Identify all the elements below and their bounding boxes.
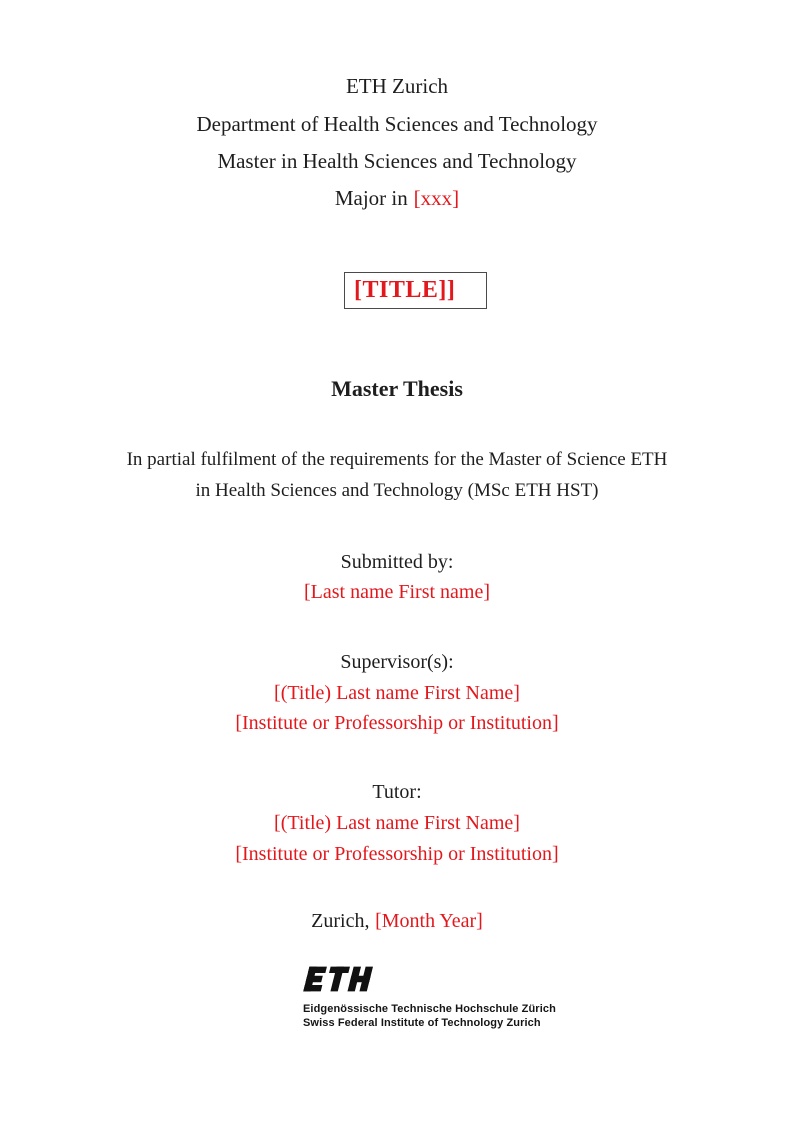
date-line (0, 907, 794, 935)
tutor-name-placeholder: [(Title) Last name First Name] (274, 812, 520, 834)
header-department: Department of Health Sciences and Technology (196, 112, 598, 136)
thesis-title-placeholder: [TITLE]] (354, 277, 456, 303)
header-major-line (0, 184, 794, 212)
major-prefix-label: Major in (334, 186, 408, 210)
supervisor-label: Supervisor(s): (340, 651, 454, 673)
city-label: Zurich, (311, 910, 370, 932)
date-placeholder: [Month Year] (375, 910, 483, 932)
supervisor-institute-placeholder: [Institute or Professorship or Institution] (235, 712, 559, 734)
thesis-title-box (344, 272, 487, 309)
header-institution: ETH Zurich (345, 74, 449, 98)
header-program: Master in Health Sciences and Technology (217, 149, 577, 173)
major-placeholder: [xxx] (413, 186, 460, 210)
thesis-type-heading: Master Thesis (331, 376, 463, 401)
tutor-label: Tutor: (372, 781, 422, 803)
eth-logo-icon (303, 966, 373, 992)
fulfilment-line-2: in Health Sciences and Technology (MSc ETH HST) (195, 480, 599, 501)
eth-logo (303, 966, 563, 1030)
submitted-by-label: Submitted by: (340, 551, 454, 573)
tutor-institute-placeholder: [Institute or Professorship or Institution] (235, 843, 559, 865)
logo-line-1: Eidgenössische Technische Hochschule Zürich (303, 1003, 556, 1015)
fulfilment-line-1: In partial fulfilment of the requirements for the Master of Science ETH (126, 449, 668, 470)
logo-line-2: Swiss Federal Institute of Technology Zurich (303, 1016, 541, 1029)
supervisor-name-placeholder: [(Title) Last name First Name] (274, 682, 520, 704)
submitted-by-placeholder: [Last name First name] (303, 581, 491, 603)
